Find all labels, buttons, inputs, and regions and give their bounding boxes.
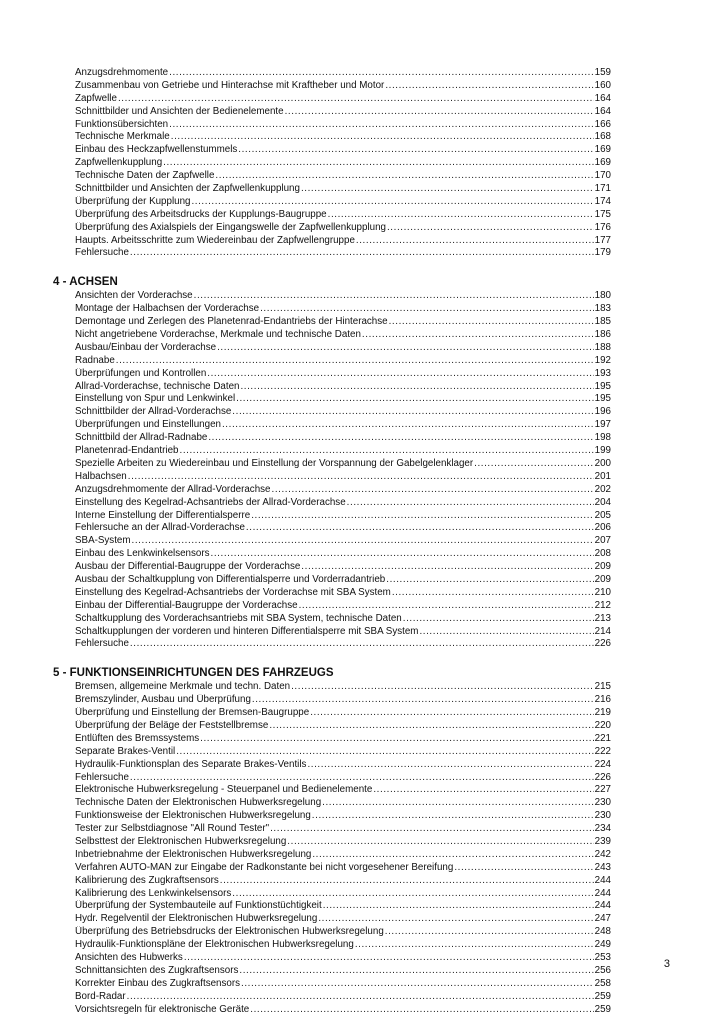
toc-entry[interactable] — [75, 497, 611, 510]
entry-title: Demontage und Zerlegen des Planetenrad-Endantriebs der Hinterachse — [75, 316, 388, 328]
entry-title: Bord-Radar — [75, 990, 126, 1002]
toc-section — [53, 665, 611, 1016]
dot-leader — [128, 471, 594, 484]
dot-leader — [246, 522, 594, 535]
entry-page-number: 196 — [594, 406, 611, 418]
toc-entry[interactable] — [75, 419, 611, 432]
entry-title: Hydr. Regelventil der Elektronischen Hubwerksregelung — [75, 913, 318, 925]
section-heading: 5 - FUNKTIONSEINRICHTUNGEN DES FAHRZEUGS — [53, 667, 334, 680]
dot-leader — [260, 303, 594, 316]
entry-page-number: 249 — [594, 939, 611, 951]
entry-title: Kalibrierung des Zugkraftsensors — [75, 874, 219, 886]
dot-leader — [419, 626, 593, 639]
entry-title: Überprüfung der Beläge der Feststellbremse — [75, 719, 269, 731]
dot-leader — [385, 80, 593, 93]
dot-leader — [127, 991, 594, 1004]
dot-leader — [454, 862, 593, 875]
entry-page-number: 176 — [594, 221, 611, 233]
dot-leader — [207, 368, 593, 381]
dot-leader — [191, 196, 593, 209]
dot-leader — [287, 836, 593, 849]
entry-page-number: 164 — [594, 92, 611, 104]
dot-leader — [208, 432, 593, 445]
entry-page-number: 185 — [594, 316, 611, 328]
entry-title: Technische Merkmale — [75, 131, 170, 143]
entry-page-number: 234 — [594, 823, 611, 835]
dot-leader — [215, 170, 593, 183]
entry-page-number: 227 — [594, 784, 611, 796]
entry-page-number: 253 — [594, 952, 611, 963]
entry-page-number: 230 — [594, 810, 611, 822]
toc-entry[interactable] — [75, 432, 611, 445]
entry-title: Fehlersuche — [75, 771, 129, 783]
toc-entry[interactable] — [75, 1004, 611, 1016]
entry-title: Kalibrierung des Lenkwinkelsensors — [75, 887, 232, 899]
entry-page-number: 207 — [594, 535, 611, 547]
toc-entry[interactable] — [75, 342, 611, 355]
toc-entry[interactable] — [75, 836, 611, 849]
dot-leader — [322, 797, 593, 810]
dot-leader — [386, 574, 593, 587]
toc-section — [75, 67, 611, 260]
toc-entry[interactable] — [75, 80, 611, 93]
toc-entry[interactable] — [75, 913, 611, 926]
entry-page-number: 216 — [594, 694, 611, 706]
dot-leader — [347, 497, 594, 510]
entry-title: Einstellung von Spur und Lenkwinkel — [75, 393, 236, 405]
toc-entry[interactable] — [75, 471, 611, 484]
entry-page-number: 171 — [594, 183, 611, 195]
toc-entry[interactable] — [75, 290, 611, 303]
toc-entry[interactable] — [75, 393, 611, 406]
entry-title: Ausbau der Differential-Baugruppe der Vorderachse — [75, 561, 301, 573]
toc-entry[interactable] — [75, 510, 611, 523]
section-heading: 4 - ACHSEN — [53, 276, 118, 289]
entry-title: Bremszylinder, Ausbau und Überprüfung — [75, 694, 251, 706]
entry-page-number: 205 — [594, 509, 611, 521]
toc-entry[interactable] — [75, 849, 611, 862]
entry-title: Hydraulik-Funktionsplan des Separate Brakes-Ventils — [75, 758, 307, 770]
entry-page-number: 209 — [594, 561, 611, 573]
entry-page-number: 208 — [594, 548, 611, 560]
toc-entry[interactable] — [75, 823, 611, 836]
toc-entry[interactable] — [75, 991, 611, 1004]
entry-title: Anzugsdrehmomente der Allrad-Vorderachse — [75, 483, 271, 495]
toc-entry[interactable] — [75, 235, 611, 248]
entry-page-number: 244 — [594, 900, 611, 912]
entry-page-number: 222 — [594, 745, 611, 757]
toc-entry[interactable] — [75, 694, 611, 707]
entry-title: Schnittbilder und Ansichten der Bedienelemente — [75, 105, 284, 117]
entry-title: Vorsichtsregeln für elektronische Geräte — [75, 1003, 250, 1015]
toc-entry[interactable] — [75, 355, 611, 368]
toc-entry[interactable] — [75, 144, 611, 157]
entry-page-number: 199 — [594, 445, 611, 457]
entry-page-number: 160 — [594, 79, 611, 91]
entry-page-number: 215 — [594, 681, 611, 693]
entry-title: Selbsttest der Elektronischen Hubwerksregelung — [75, 835, 287, 847]
entry-page-number: 195 — [594, 380, 611, 392]
toc-entry[interactable] — [75, 196, 611, 209]
dot-leader — [132, 535, 594, 548]
entry-title: Haupts. Arbeitsschritte zum Wiedereinbau der Zapfwellengruppe — [75, 234, 355, 246]
entry-page-number: 164 — [594, 105, 611, 117]
entry-title: Allrad-Vorderachse, technische Daten — [75, 380, 240, 392]
toc-entry[interactable] — [75, 548, 611, 561]
entry-title: Ansichten der Vorderachse — [75, 290, 193, 302]
entry-title: Zapfwelle — [75, 92, 117, 104]
dot-leader — [184, 952, 594, 965]
dot-leader — [269, 720, 593, 733]
entry-title: Einbau des Heckzapfwellenstummels — [75, 144, 238, 156]
entry-page-number: 210 — [594, 586, 611, 598]
entry-page-number: 202 — [594, 483, 611, 495]
dot-leader — [232, 888, 593, 901]
entry-title: Zusammenbau von Getriebe und Hinterachse mit Kraftheber und Motor — [75, 79, 385, 91]
entry-title: Schaltkupplung des Vorderachsantriebs mit SBA System, technische Daten — [75, 612, 402, 624]
dot-leader — [285, 106, 594, 119]
toc-entry[interactable] — [75, 303, 611, 316]
dot-leader — [171, 131, 594, 144]
dot-leader — [240, 381, 593, 394]
entry-title: Zapfwellenkupplung — [75, 157, 163, 169]
dot-leader — [389, 316, 594, 329]
toc-entry[interactable] — [75, 458, 611, 471]
dot-leader — [474, 458, 594, 471]
toc-entry[interactable] — [75, 67, 611, 80]
entry-page-number: 188 — [594, 341, 611, 353]
dot-leader — [385, 926, 594, 939]
toc-entry[interactable] — [75, 875, 611, 888]
dot-leader — [163, 157, 593, 170]
entry-page-number: 168 — [594, 131, 611, 143]
entry-page-number: 179 — [594, 247, 611, 259]
entry-page-number: 226 — [594, 771, 611, 783]
toc-entry[interactable] — [75, 888, 611, 901]
entry-page-number: 256 — [594, 964, 611, 976]
entry-page-number: 212 — [594, 599, 611, 611]
entry-page-number: 169 — [594, 144, 611, 156]
entry-page-number: 230 — [594, 797, 611, 809]
entry-page-number: 221 — [594, 732, 611, 744]
dot-leader — [299, 600, 594, 613]
toc-entry[interactable] — [75, 119, 611, 132]
dot-leader — [194, 290, 594, 303]
dot-leader — [241, 978, 594, 991]
entry-page-number: 209 — [594, 573, 611, 585]
dot-leader — [373, 784, 593, 797]
entry-title: Funktionsübersichten — [75, 118, 169, 130]
toc-entry[interactable] — [75, 381, 611, 394]
dot-leader — [116, 355, 594, 368]
dot-leader — [220, 875, 594, 888]
toc-entry[interactable] — [75, 445, 611, 458]
entry-title: Überprüfungen und Einstellungen — [75, 419, 221, 431]
dot-leader — [169, 119, 594, 132]
dot-leader — [323, 900, 594, 913]
dot-leader — [217, 342, 594, 355]
dot-leader — [356, 235, 594, 248]
entry-title: Nicht angetriebene Vorderachse, Merkmale und technische Daten — [75, 329, 361, 341]
dot-leader — [328, 209, 594, 222]
entry-title: Einbau der Differential-Baugruppe der Vorderachse — [75, 599, 298, 611]
dot-leader — [312, 810, 594, 823]
dot-leader — [310, 707, 593, 720]
entry-page-number: 242 — [594, 848, 611, 860]
dot-leader — [238, 144, 593, 157]
entry-title: Fehlersuche — [75, 638, 129, 650]
entry-title: Interne Einstellung der Differentialsperre — [75, 509, 251, 521]
entry-page-number: 239 — [594, 835, 611, 847]
entry-title: Spezielle Arbeiten zu Wiedereinbau und Einstellung der Vorspannung der Gabelgelenklager — [75, 457, 474, 469]
toc-entry[interactable] — [75, 600, 611, 613]
entry-title: Montage der Halbachsen der Vorderachse — [75, 303, 260, 315]
toc-entry[interactable] — [75, 522, 611, 535]
entry-title: Ansichten des Hubwerks — [75, 952, 183, 963]
toc-entry[interactable] — [75, 93, 611, 106]
dot-leader — [236, 393, 594, 406]
table-of-contents — [53, 67, 611, 1016]
entry-page-number: 258 — [594, 977, 611, 989]
entry-page-number: 159 — [594, 67, 611, 78]
dot-leader — [250, 1004, 593, 1016]
entry-page-number: 213 — [594, 612, 611, 624]
toc-entry[interactable] — [75, 746, 611, 759]
toc-entry[interactable] — [75, 561, 611, 574]
entry-title: Überprüfung der Systembauteile auf Funktionstüchtigkeit — [75, 900, 322, 912]
toc-entry[interactable] — [75, 862, 611, 875]
entry-page-number: 170 — [594, 170, 611, 182]
entry-page-number: 224 — [594, 758, 611, 770]
dot-leader — [270, 823, 594, 836]
entry-title: Ausbau/Einbau der Vorderachse — [75, 341, 217, 353]
entry-title: Planetenrad-Endantrieb — [75, 445, 179, 457]
dot-leader — [222, 419, 594, 432]
entry-page-number: 174 — [594, 195, 611, 207]
entry-title: Anzugsdrehmomente — [75, 67, 169, 78]
entry-page-number: 219 — [594, 707, 611, 719]
dot-leader — [176, 746, 593, 759]
toc-entry[interactable] — [75, 183, 611, 196]
dot-leader — [291, 681, 594, 694]
entry-title: Schnittbilder der Allrad-Vorderachse — [75, 406, 232, 418]
entry-title: Überprüfung des Betriebsdrucks der Elektronischen Hubwerksregelung — [75, 926, 384, 938]
dot-leader — [307, 759, 593, 772]
toc-entry[interactable] — [75, 720, 611, 733]
dot-leader — [239, 965, 593, 978]
toc-entry[interactable] — [75, 157, 611, 170]
entry-page-number: 226 — [594, 638, 611, 650]
toc-section — [53, 274, 611, 651]
dot-leader — [251, 510, 593, 523]
entry-title: Inbetriebnahme der Elektronischen Hubwerksregelung — [75, 848, 312, 860]
entry-page-number: 214 — [594, 625, 611, 637]
dot-leader — [392, 587, 594, 600]
toc-entry[interactable] — [75, 772, 611, 785]
entry-title: Halbachsen — [75, 470, 127, 482]
entry-page-number: 192 — [594, 354, 611, 366]
entry-page-number: 243 — [594, 861, 611, 873]
entry-title: Überprüfung des Axialspiels der Eingangswelle der Zapfwellenkupplung — [75, 221, 386, 233]
dot-leader — [272, 484, 594, 497]
toc-entry[interactable] — [75, 978, 611, 991]
entry-page-number: 206 — [594, 522, 611, 534]
toc-entry[interactable] — [75, 613, 611, 626]
entry-title: Schnittansichten des Zugkraftsensors — [75, 964, 239, 976]
toc-entry[interactable] — [75, 368, 611, 381]
page-number: 3 — [663, 958, 670, 970]
toc-entry[interactable] — [75, 965, 611, 978]
toc-entry[interactable] — [75, 939, 611, 952]
entry-title: Überprüfung der Kupplung — [75, 195, 191, 207]
entry-page-number: 169 — [594, 157, 611, 169]
entry-page-number: 186 — [594, 329, 611, 341]
dot-leader — [232, 406, 593, 419]
dot-leader — [130, 772, 594, 785]
toc-entry[interactable] — [75, 587, 611, 600]
entry-page-number: 183 — [594, 303, 611, 315]
entry-page-number: 198 — [594, 432, 611, 444]
entry-title: Ausbau der Schaltkupplung von Differentialsperre und Vorderradantrieb — [75, 573, 386, 585]
entry-page-number: 259 — [594, 990, 611, 1002]
entry-page-number: 180 — [594, 290, 611, 302]
toc-entry[interactable] — [75, 707, 611, 720]
entry-title: SBA-System — [75, 535, 131, 547]
toc-entry[interactable] — [75, 222, 611, 235]
entry-page-number: 177 — [594, 234, 611, 246]
entry-page-number: 244 — [594, 887, 611, 899]
toc-entry[interactable] — [75, 247, 611, 260]
toc-entry[interactable] — [75, 170, 611, 183]
dot-leader — [130, 247, 594, 260]
toc-entry[interactable] — [75, 626, 611, 639]
toc-entry[interactable] — [75, 131, 611, 144]
dot-leader — [387, 222, 594, 235]
dot-leader — [130, 638, 594, 651]
entry-title: Bremsen, allgemeine Merkmale und techn. Daten — [75, 681, 291, 693]
toc-entry[interactable] — [75, 329, 611, 342]
entry-title: Korrekter Einbau des Zugkraftsensors — [75, 977, 240, 989]
entry-title: Einstellung des Kegelrad-Achsantriebs der Vorderachse mit SBA System — [75, 586, 391, 598]
dot-leader — [355, 939, 594, 952]
entry-title: Tester zur Selbstdiagnose "All Round Tester" — [75, 823, 270, 835]
toc-entry[interactable] — [75, 638, 611, 651]
toc-entry[interactable] — [75, 926, 611, 939]
entry-page-number: 201 — [594, 470, 611, 482]
entry-title: Funktionsweise der Elektronischen Hubwerksregelung — [75, 810, 311, 822]
entry-title: Überprüfung des Arbeitsdrucks der Kupplungs-Baugruppe — [75, 208, 327, 220]
toc-entry[interactable] — [75, 574, 611, 587]
entry-title: Schaltkupplungen der vorderen und hinteren Differentialsperre mit SBA System — [75, 625, 419, 637]
entry-title: Schnittbilder und Ansichten der Zapfwellenkupplung — [75, 183, 300, 195]
toc-entry[interactable] — [75, 106, 611, 119]
entry-page-number: 204 — [594, 496, 611, 508]
entry-title: Separate Brakes-Ventil — [75, 745, 176, 757]
toc-entry[interactable] — [75, 681, 611, 694]
entry-title: Einbau des Lenkwinkelsensors — [75, 548, 210, 560]
dot-leader — [318, 913, 593, 926]
dot-leader — [200, 733, 594, 746]
entry-title: Hydraulik-Funktionspläne der Elektronischen Hubwerksregelung — [75, 939, 354, 951]
entry-title: Technische Daten der Elektronischen Hubwerksregelung — [75, 797, 322, 809]
entry-title: Fehlersuche an der Allrad-Vorderachse — [75, 522, 245, 534]
dot-leader — [169, 67, 594, 80]
entry-page-number: 248 — [594, 926, 611, 938]
dot-leader — [301, 561, 593, 574]
entry-page-number: 247 — [594, 913, 611, 925]
toc-entry[interactable] — [75, 535, 611, 548]
toc-entry[interactable] — [75, 759, 611, 772]
entry-page-number: 244 — [594, 874, 611, 886]
dot-leader — [118, 93, 594, 106]
entry-page-number: 193 — [594, 367, 611, 379]
toc-entry[interactable] — [75, 952, 611, 965]
entry-page-number: 220 — [594, 719, 611, 731]
dot-leader — [362, 329, 594, 342]
toc-entry[interactable] — [75, 733, 611, 746]
entry-page-number: 195 — [594, 393, 611, 405]
toc-entry[interactable] — [75, 797, 611, 810]
toc-entry[interactable] — [75, 810, 611, 823]
entry-title: Fehlersuche — [75, 247, 129, 259]
toc-entry[interactable] — [75, 784, 611, 797]
dot-leader — [301, 183, 594, 196]
dot-leader — [403, 613, 594, 626]
entry-title: Radnabe — [75, 354, 115, 366]
dot-leader — [180, 445, 594, 458]
dot-leader — [211, 548, 594, 561]
toc-entry[interactable] — [75, 209, 611, 222]
toc-entry[interactable] — [75, 484, 611, 497]
entry-title: Technische Daten der Zapfwelle — [75, 170, 215, 182]
entry-title: Schnittbild der Allrad-Radnabe — [75, 432, 208, 444]
dot-leader — [312, 849, 593, 862]
entry-title: Überprüfung und Einstellung der Bremsen-Baugruppe — [75, 707, 310, 719]
entry-page-number: 259 — [594, 1003, 611, 1015]
dot-leader — [252, 694, 594, 707]
entry-page-number: 200 — [594, 457, 611, 469]
entry-title: Einstellung des Kegelrad-Achsantriebs der Allrad-Vorderachse — [75, 496, 346, 508]
toc-entry[interactable] — [75, 316, 611, 329]
entry-title: Verfahren AUTO-MAN zur Eingabe der Radkonstante bei nicht vorgesehener Bereifung — [75, 861, 454, 873]
entry-page-number: 175 — [594, 208, 611, 220]
entry-page-number: 166 — [594, 118, 611, 130]
toc-entry[interactable] — [75, 406, 611, 419]
entry-title: Überprüfungen und Kontrollen — [75, 367, 207, 379]
entry-page-number: 197 — [594, 419, 611, 431]
entry-title: Entlüften des Bremssystems — [75, 732, 200, 744]
toc-entry[interactable] — [75, 900, 611, 913]
entry-title: Elektronische Hubwerksregelung - Steuerpanel und Bedienelemente — [75, 784, 373, 796]
